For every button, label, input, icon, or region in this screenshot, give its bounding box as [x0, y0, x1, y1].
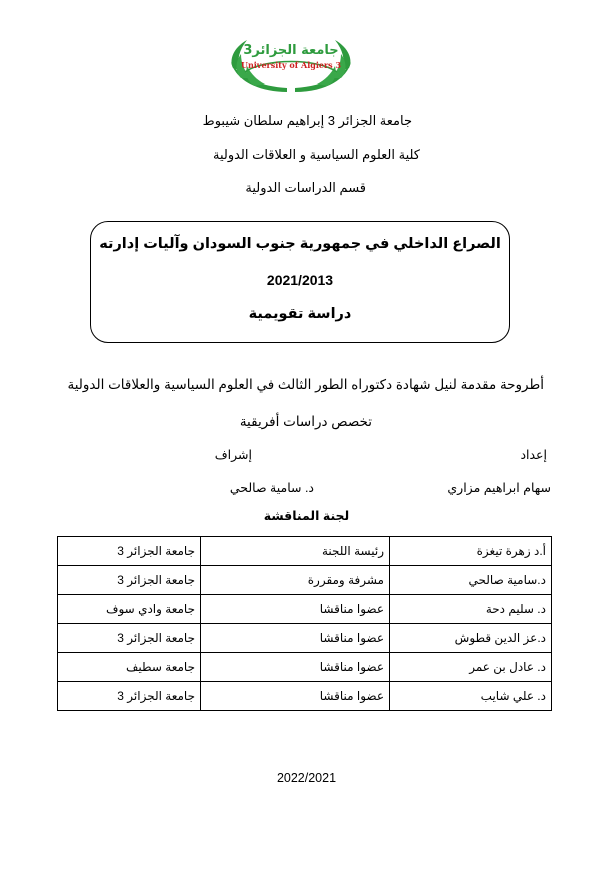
table-row — [58, 653, 552, 682]
author-name: سهام ابراهيم مزاري — [447, 481, 551, 495]
member-role: عضوا مناقشا — [201, 653, 390, 682]
member-role: عضوا مناقشا — [201, 595, 390, 624]
table-row — [58, 624, 552, 653]
member-role: عضوا مناقشا — [201, 682, 390, 711]
member-name: د. عادل بن عمر — [390, 653, 552, 682]
supervisor-label: إشراف — [214, 448, 252, 462]
member-name: د. علي شايب — [390, 682, 552, 711]
table-row — [58, 682, 552, 711]
logo-english-text: University of Algiers 3 — [240, 60, 342, 70]
table-row — [58, 595, 552, 624]
table-row — [58, 537, 552, 566]
department-name: قسم الدراسات الدولية — [245, 180, 366, 195]
supervisor-name: د. سامية صالحي — [229, 481, 314, 495]
member-institution: جامعة الجزائر 3 — [58, 566, 201, 595]
member-role: عضوا مناقشا — [201, 624, 390, 653]
thesis-subtitle: دراسة تقويمية — [248, 306, 352, 322]
member-name: د.عز الدين قطوش — [390, 624, 552, 653]
member-role: رئيسة اللجنة — [201, 537, 390, 566]
member-institution: جامعة الجزائر 3 — [58, 537, 201, 566]
table-row — [58, 566, 552, 595]
member-institution: جامعة وادي سوف — [58, 595, 201, 624]
faculty-name: كلية العلوم السياسية و العلاقات الدولية — [212, 147, 420, 162]
specialization: تخصص دراسات أفريقية — [239, 414, 372, 429]
prepared-by-label: إعداد — [520, 448, 547, 462]
member-name: د.سامية صالحي — [390, 566, 552, 595]
committee-table — [57, 536, 552, 711]
thesis-period: 2021/2013 — [266, 272, 334, 288]
member-name: د. سليم دحة — [390, 595, 552, 624]
academic-year: 2022/2021 — [276, 771, 337, 785]
member-institution: جامعة سطيف — [58, 653, 201, 682]
logo-arabic-text: جامعة الجزائر3 — [243, 43, 339, 58]
thesis-title-box — [90, 221, 510, 343]
member-institution: جامعة الجزائر 3 — [58, 624, 201, 653]
university-logo — [225, 28, 357, 100]
member-role: مشرفة ومقررة — [201, 566, 390, 595]
member-institution: جامعة الجزائر 3 — [58, 682, 201, 711]
thesis-description: أطروحة مقدمة لنيل شهادة دكتوراه الطور الثالث في العلوم السياسية والعلاقات الدولية — [67, 377, 544, 392]
thesis-title: الصراع الداخلي في جمهورية جنوب السودان وآليات إدارته — [99, 236, 501, 252]
member-name: أ.د زهرة تيغزة — [390, 537, 552, 566]
committee-title: لجنة المناقشة — [263, 509, 350, 523]
university-name: جامعة الجزائر 3 إبراهيم سلطان شيبوط — [202, 113, 412, 128]
